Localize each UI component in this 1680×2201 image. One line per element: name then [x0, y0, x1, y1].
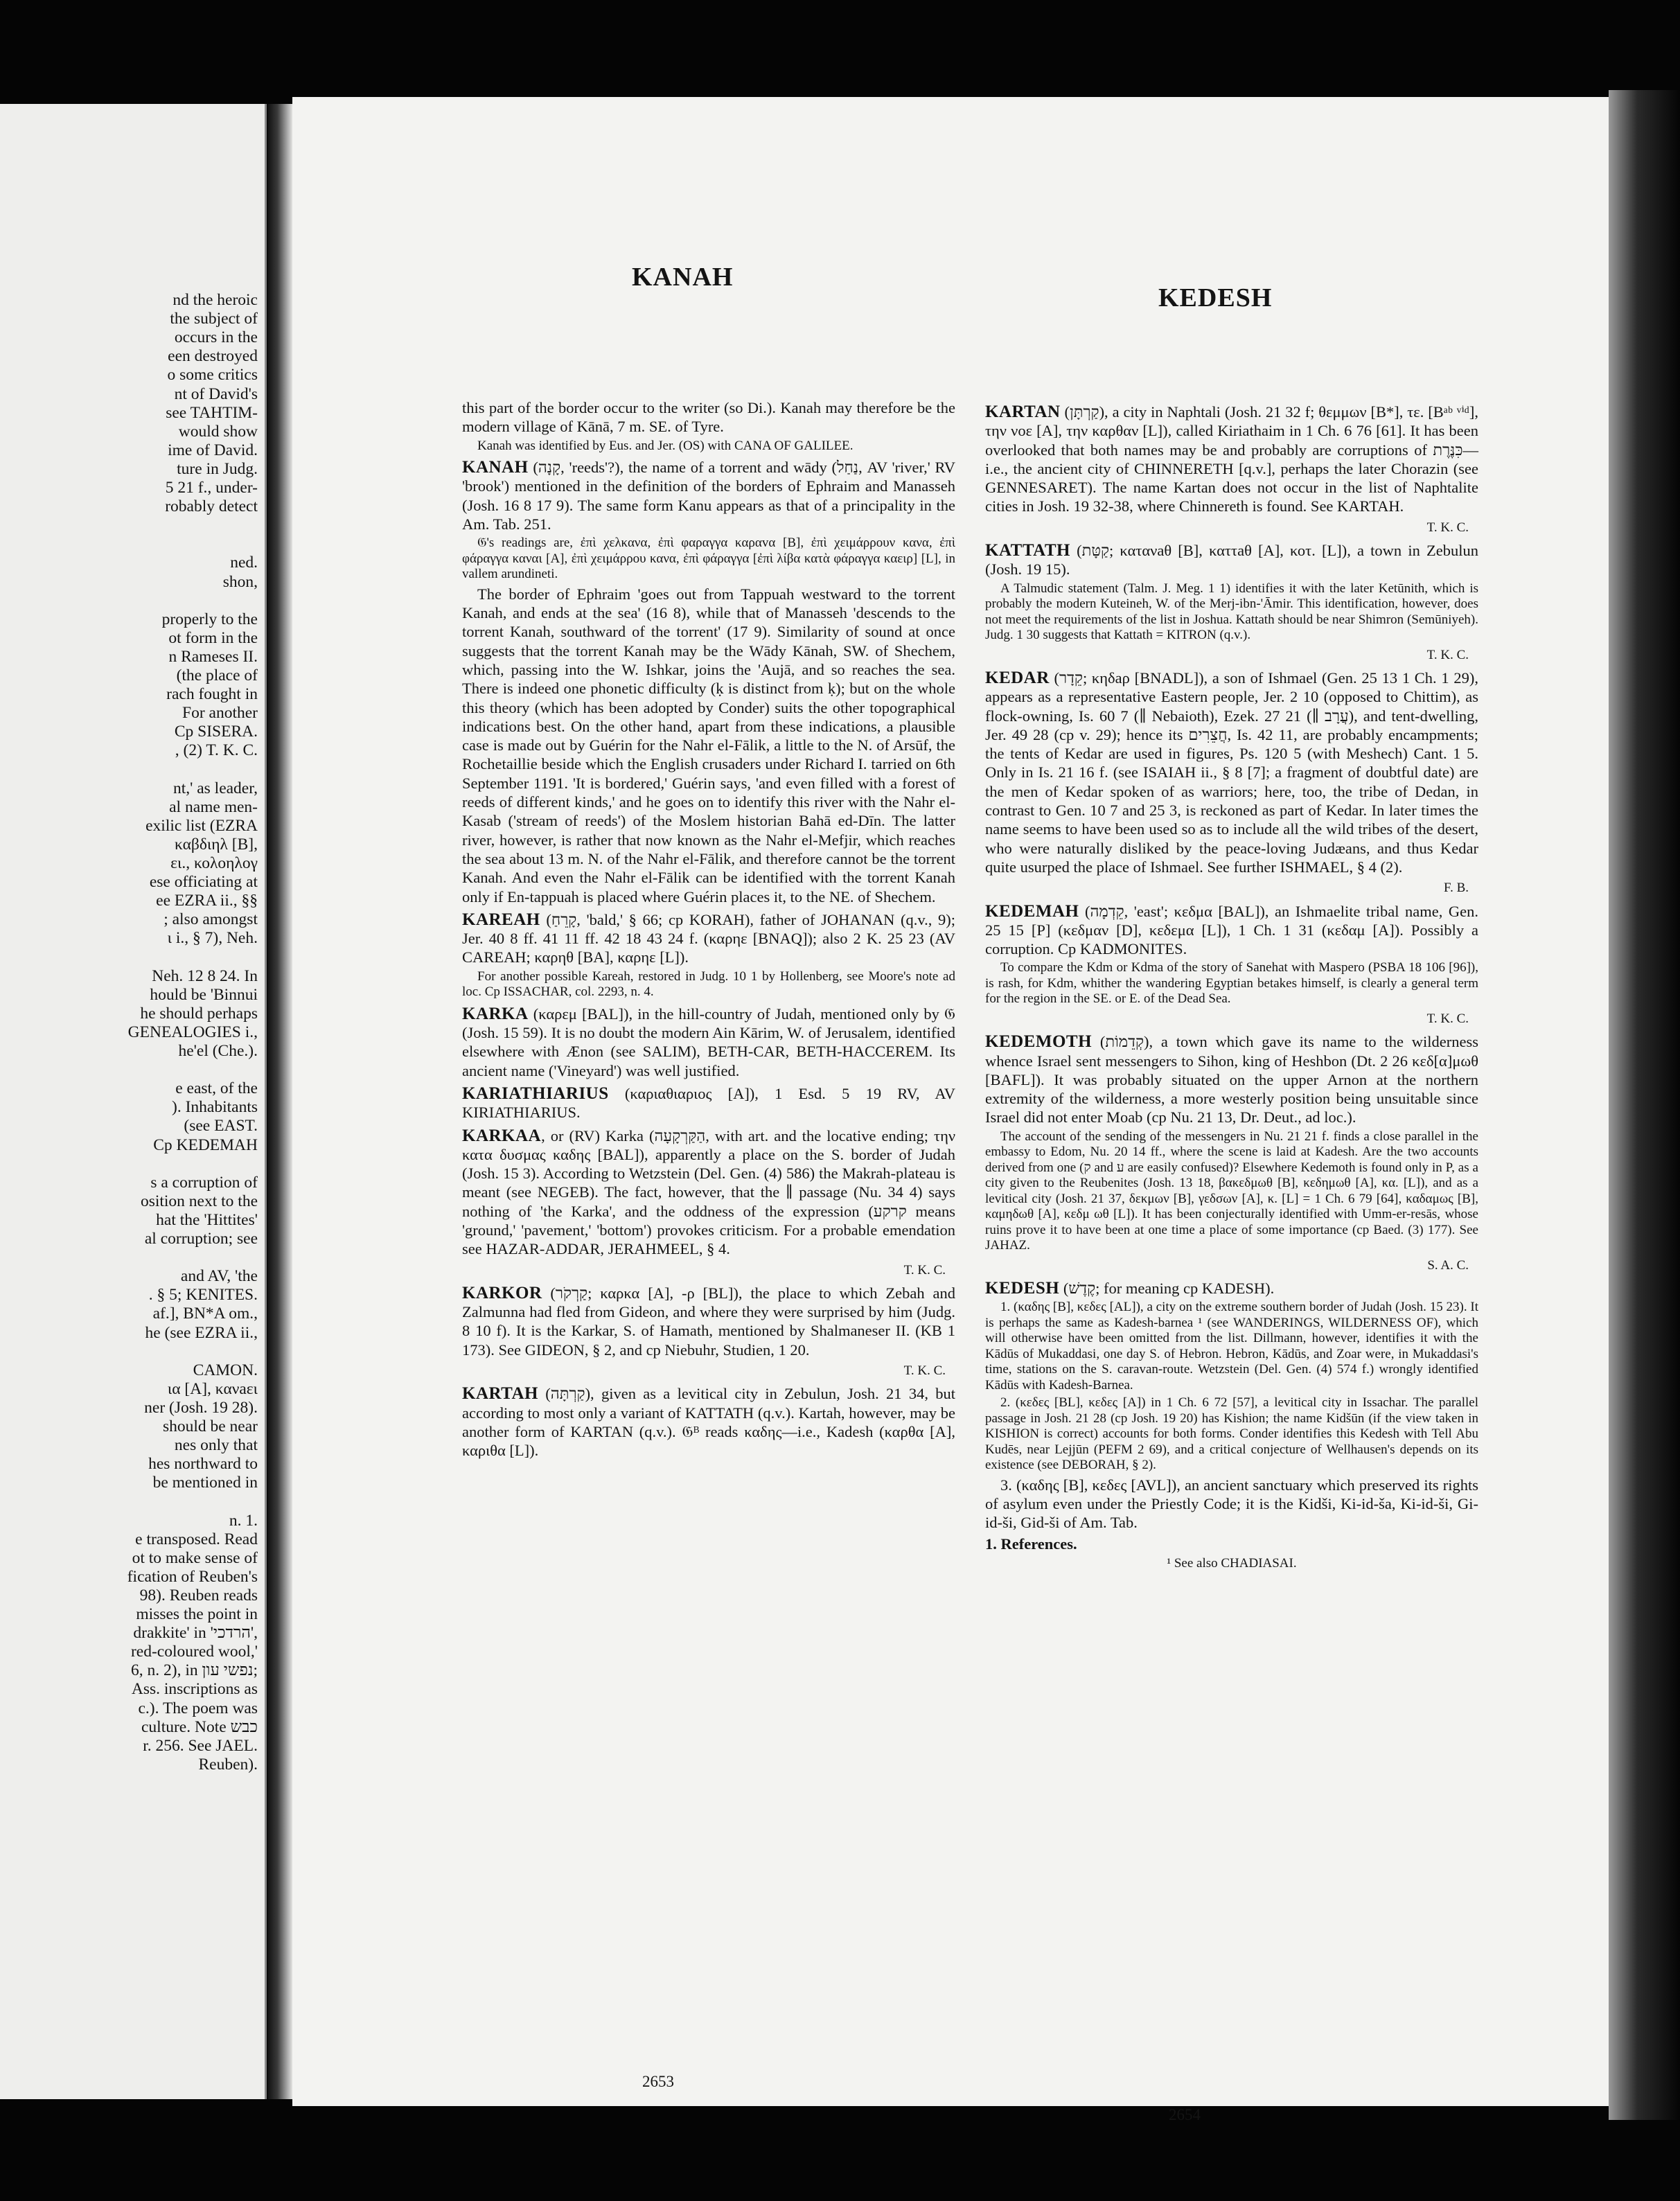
left-page-line: af.], BN*A om., — [152, 1305, 258, 1323]
entry-headword: KARKA — [462, 1004, 529, 1023]
left-page-line: would show — [178, 422, 258, 441]
left-page-line: (see EAST. — [184, 1117, 258, 1135]
paragraph: 3. (καδης [B], κεδες [AVL]), an ancient sanctuary which preserved its rights of asylum even under the Priestly Code; it is the Kidši, Ki-id-ša, Ki-id-ši, Gi-id-ši, Gid-ši of Am. Tab. — [985, 1476, 1478, 1532]
left-page-line: c.). The poem was — [138, 1699, 258, 1717]
left-page-line: Cp KEDEMAH — [153, 1135, 258, 1154]
entry-text: , or (RV) Karka (הַקַּרְקָעָה, with art. and the locative ending; την κατα δυσμας καδης [BAL]), apparently a place on the S. border of Judah (Josh. 15 3). According to Wetzstein (Del. Gen. (4) 586) the Makrah-plateau is meant (see NEGEB). The fact, however, that the ∥ passage (Nu. 34 4) says nothing of 'the Karka', and the oddness of the expression (קרקע means 'ground,' 'pavement,' 'bottom') provokes criticism. For a probable emendation see HAZAR-ADDAR, JERAHMEEL, § 4. — [462, 1126, 956, 1258]
left-page-line: 5 21 f., under- — [165, 479, 258, 497]
left-page-fragment — [0, 104, 267, 2099]
left-page-line: nt of David's — [174, 384, 258, 403]
left-page-line: occurs in the — [174, 328, 258, 347]
left-page-line: ner (Josh. 19 28). — [144, 1398, 258, 1417]
dictionary-entry — [462, 1284, 955, 1359]
dictionary-entry — [462, 910, 955, 967]
left-page-line: hes northward to — [148, 1455, 258, 1474]
entry-headword: KARTAH — [462, 1384, 538, 1404]
left-page-line: drakkite' in 'הרדכי', — [133, 1624, 258, 1643]
left-page-line: ot form in the — [168, 628, 258, 647]
entry-headword: KEDAR — [985, 668, 1050, 687]
entry-headword: KEDEMOTH — [985, 1032, 1093, 1052]
dictionary-entry — [985, 902, 1478, 959]
left-page-line: be mentioned in — [152, 1474, 258, 1492]
entry-headword: KARKOR — [462, 1283, 542, 1302]
entry-headword: KEDEMAH — [985, 901, 1079, 921]
left-page-line: he (see EZRA ii., — [145, 1323, 258, 1342]
left-page-line: ; also amongst — [163, 910, 258, 929]
entry-text: (קְדֵמוֹת), a town which gave its name to the wilderness whence Israel sent messengers to Sihon, king of Heshbon (Dt. 2 26 κεδ[α]μωθ [BAFL]). It was probably situated on the upper Arnon at the northern extremity of the wilderness, a more westerly position being unsuitable since Israel did not enter Moab (cp Nu. 21 13, Dr. Deut., ad loc.). — [985, 1033, 1478, 1126]
page-edge-shadow — [1609, 90, 1680, 2120]
small-print-note: 2. (κεδες [BL], κεδες [A]) in 1 Ch. 6 72 [57], a levitical city in Issachar. The parallel passage in Josh. 21 28 (cp Josh. 19 20) has Kishion; the name Kidšūn (if the view taken in KISHION is correct) accounts for both forms. Conder identifies this Kedesh with Tell Abu Kudēs, near Lejjūn (PEFM 2 69), and a critical conjecture of Wellhausen's depends on its existence (see DEBORAH, § 2). — [985, 1395, 1478, 1473]
left-page-line: hould be 'Binnui — [150, 985, 258, 1004]
author-initials: F. B. — [1444, 881, 1469, 896]
entry-text: (קֵדְמָה, 'east'; κεδμα [BAL]), an Ishmaelite tribal name, Gen. 25 15 [P] (κεδμαν [D], κεδεμα [L]), 1 Ch. 1 31 (κεδαμ [A]). Possibly a corruption. Cp KADMONITES. — [985, 902, 1478, 958]
left-page-line: ια [A], κανaει — [167, 1379, 258, 1398]
folio-right: 2654 — [1169, 2106, 1201, 2123]
paragraph: this part of the border occur to the writer (so Di.). Kanah may therefore be the modern village of Kānā, 7 m. SE. of Tyre. — [462, 399, 955, 436]
entry-headword: KAREAH — [462, 910, 540, 929]
author-initials: T. K. C. — [1426, 520, 1469, 535]
left-page-line: misses the point in — [136, 1605, 258, 1623]
left-page-line: and AV, 'the — [180, 1267, 258, 1286]
left-page-line: robably detect — [165, 497, 258, 516]
author-initials: S. A. C. — [1427, 1257, 1469, 1273]
entry-headword: KARKAA — [462, 1126, 542, 1145]
entry-text: (קָנָה, 'reeds'?), the name of a torrent and wādy (נַחַל, AV 'river,' RV 'brook') mentioned in the definition of the borders of Ephraim and Manasseh (Josh. 16 8 17 9). The same form Kanu appears as that of a principality in the Am. Tab. 251. — [462, 459, 955, 533]
left-page-line: red-coloured wool,' — [130, 1643, 258, 1661]
left-page-line: shon, — [222, 572, 258, 591]
left-page-line: CAMON. — [193, 1361, 258, 1379]
left-page-line: nt,' as leader, — [173, 779, 258, 797]
left-page-line: , (2) T. K. C. — [175, 741, 258, 760]
small-print-note: The account of the sending of the messengers in Nu. 21 21 f. finds a close parallel in the embassy to Edom, Nu. 20 14 ff., where the scene is laid at Kadesh. Are the two accounts derived from one (ק and ע are easily confused)? Elsewhere Kedemoth is found only in P, as a city given to the Reubenites (Josh. 13 18, βακεδμωθ [B], κεδημωθ [A], κα. [L]), and as a levitical city (Josh. 21 37, δεκμων [B], γεδσων [A], κ. [L] = 1 Ch. 6 79 [64], καδαμως [B], καμηδωθ [A], κεδμ ωθ [L]). It has been conjecturally identified with Umm-er-resās, whose ruins prove it to have been at one time a place of some importance (cp Baed. (3) 177). See JAHAZ. — [985, 1129, 1478, 1253]
right-page — [292, 97, 1609, 2123]
left-page-line: For another — [182, 704, 258, 723]
small-print-note: A Talmudic statement (Talm. J. Meg. 1 1) identifies it with the later Ketūnith, which is probably the modern Kuteineh, W. of the Merj-ibn-'Āmir. This identification, however, does not meet the requirements of the list in Joshua. Kattath should be near Shimron (Semūniyeh). Judg. 1 30 suggests that Kattath = KITRON (q.v.). — [985, 581, 1478, 643]
entry-headword: KARTAN — [985, 403, 1061, 421]
dictionary-entry — [462, 1005, 955, 1080]
left-page-line: properly to the — [161, 610, 258, 628]
small-print-note: Kanah was identified by Eus. and Jer. (OS) with CANA OF GALILEE. — [477, 438, 854, 453]
entry-text: (καρεμ [BAL]), in the hill-country of Judah, mentioned only by 𝔊 (Josh. 15 59). It is no doubt the modern Ain Kārim, W. of Jerusalem, identified elsewhere with Ænon (see SALIM), BETH-CAR, BETH-HACCEREM. Its ancient name ('Vineyard') was well justified. — [462, 1005, 955, 1079]
left-page-line: e transposed. Read — [135, 1530, 258, 1548]
column-left — [462, 398, 955, 1462]
dictionary-entry — [985, 669, 1478, 876]
left-page-line: exilic list (EZRA — [145, 816, 258, 835]
side-heading: 1. References. — [985, 1535, 1077, 1553]
paragraph: The border of Ephraim 'goes out from Tappuah westward to the torrent Kanah, and ends at the sea' (16 8), while that of Manasseh 'descends to the torrent Kanah, southward of the torrent' (17 9). Similarity of sound at once suggests that the torrent Kanah may be the Wādy Kānah, SW. of Shechem, which, passing into the W. Ishkar, joins the 'Aujā, and so reaches the sea. There is indeed one phonetic difficulty (ḳ is distinct from ḳ); but on the whole this theory (which has been adopted by Conder) suits the other topographical indications best. On the other hand, apart from these indications, a plausible case is made out by Guérin for the Nahr el-Fālik, a little to the N. of Arsūf, the Rochetaillie beside which the English crusaders under Richard I. tarried on 6th September 1191. 'It is bordered,' Guérin says, 'and even filled with a forest of reeds of different kinds,' and he goes on to identify this river with the Nahr el-Kasab ('stream of reeds') of the Moslem historian Bahā ed-Dīn. The latter river, however, is rather that now known as the Nahr el-Mefjir, which reaches the sea about 13 m. N. of the Nahr el-Fālik, and therefore cannot be the torrent Kanah. And even the Nahr el-Fālik can be identified with the torrent Kanah only if En-tappuah is placed where Guérin places it, to the NE. of Shechem. — [462, 585, 955, 905]
left-page-line: (the place of — [176, 666, 258, 684]
dictionary-entry — [462, 1084, 955, 1122]
left-page-line: Cp SISERA. — [174, 723, 258, 741]
dictionary-entry — [985, 403, 1478, 516]
left-page-line: s a corruption of — [150, 1173, 258, 1192]
author-initials: T. K. C. — [903, 1262, 946, 1278]
dictionary-entry — [462, 1384, 955, 1460]
left-page-line: 98). Reuben reads — [139, 1586, 258, 1605]
entry-headword: KATTATH — [985, 541, 1070, 560]
left-page-line: Neh. 12 8 24. In — [152, 966, 258, 985]
dictionary-entry — [462, 1126, 955, 1259]
left-page-line: een destroyed — [168, 347, 258, 366]
left-page-line: r. 256. See JAEL. — [143, 1736, 258, 1755]
author-initials: T. K. C. — [1426, 647, 1469, 662]
dictionary-entry — [462, 458, 955, 533]
left-page-line: the subject of — [170, 310, 258, 328]
entry-text: (קַרְקֹר; καρκα [A], -ρ [BL]), the place to which Zebah and Zalmunna had fled from Gideon, and where they were surprised by him (Judg. 8 10 f). It is the Karkar, S. of Hamath, mentioned by Shalmaneser II. (KB 1 173). See GIDEON, § 2, and cp Niebuhr, Studien, 1 20. — [462, 1284, 955, 1359]
left-page-line: ). Inhabitants — [172, 1098, 258, 1117]
left-page-line: al corruption; see — [144, 1230, 258, 1248]
entry-headword: KEDESH — [985, 1279, 1060, 1298]
dictionary-entry — [985, 541, 1478, 579]
left-page-line: nes only that — [174, 1436, 258, 1455]
folio-left: 2653 — [642, 2073, 674, 2090]
entry-headword: KARIATHIARIUS — [462, 1084, 609, 1103]
small-print-note: For another possible Kareah, restored in Judg. 10 1 by Hollenberg, see Moore's note ad loc. Cp ISSACHAR, col. 2293, n. 4. — [462, 969, 955, 1000]
entry-text: (καριαθιαριος [A]), 1 Esd. 5 19 RV, AV KIRIATHIARIUS. — [462, 1084, 955, 1122]
left-page-line: o some critics — [167, 366, 258, 384]
running-head-left: KANAH — [632, 263, 734, 292]
running-head-right: KEDESH — [1158, 283, 1273, 312]
left-page-line: hat the 'Hittites' — [156, 1210, 258, 1229]
column-right — [985, 398, 1478, 1573]
left-page-line: καβδιηλ [B], — [174, 835, 258, 854]
small-print-note: 𝔊's readings are, ἐπὶ χελκανα, ἐπὶ φαραγγα καραvα [B], ἐπὶ χειμάρρουν κανα, ἐπὶ φάραγγα καναι [A], ἐπὶ χειμάρρου κανα, ἐπὶ φάραγγα [ἐπὶ λίβα κατὰ φάραγγα καειρ] [L], in vallem arundineti. — [462, 536, 955, 582]
left-page-line: al name men- — [169, 797, 258, 816]
entry-text: (קַטָּת; κατανaθ [B], καττaθ [A], κοτ. [L]), a town in Zebulun (Josh. 19 15). — [985, 542, 1478, 578]
entry-text: (קֵדָר; κηδaρ [BNADL]), a son of Ishmael (Gen. 25 13 1 Ch. 1 29), appears as a representative Eastern people, Jer. 2 10 (opposed to Chittim), as flock-owning, Is. 60 7 (∥ Nebaioth), Ezek. 27 21 (∥ עֲרָב), and tent-dwelling, Jer. 49 28 (cp v. 29); hence its חֲצֵרִים, Is. 42 11, are probably encampments; the tents of Kedar are used in figures, Ps. 120 5 (with Meshech) Cant. 1 5. Only in Is. 21 16 f. (see ISAIAH ii., § 8 [7]; a fragment of doubtful date) are the men of Kedar spoken of as warriors; here, too, the tribe of Dedan, in contrast to Gen. 10 7 and 25 3, is reckoned as part of Kedar. In later times the name seems to have been used so as to include all the wild tribes of the desert, who were naturally disliked by the peace-loving Judæans, and thus Kedar quite usurped the place of Ishmael. See further ISHMAEL, § 4 (2). — [985, 669, 1478, 876]
left-page-line: GENEALOGIES i., — [127, 1023, 258, 1041]
left-page-line: 6, n. 2), in נפשי עון; — [131, 1661, 258, 1680]
left-page-line: ot to make sense of — [132, 1548, 258, 1567]
left-page-line: culture. Note כבש — [141, 1717, 258, 1736]
left-page-line: rach fought in — [166, 685, 258, 704]
left-page-line: n Rameses II. — [168, 647, 258, 666]
left-page-line: should be near — [162, 1417, 258, 1435]
left-page-line: e east, of the — [175, 1079, 258, 1098]
entry-text: (קַרְתָּן), a city in Naphtali (Josh. 21 32 f; θεμμων [B*], τε. [Bᵃᵇ ᵛⁱᵈ], την νοε [A], την καρθαν [L]), called Kiriathaim in 1 Ch. 6 76 [61]. It has been overlooked that both names may be and probably are corruptions of כִּנֶּרֶת—i.e., the ancient city of CHINNERETH [q.v.], perhaps the later Chorazin (see GENNESARET). The name Kartan does not occur in the list of Naphtalite cities in Josh. 19 32-38, where Chinnereth is found. See KARTAH. — [985, 403, 1478, 515]
left-page-line: ture in Judg. — [177, 459, 258, 478]
author-initials: T. K. C. — [1426, 1011, 1469, 1026]
left-page-line: Reuben). — [198, 1755, 258, 1774]
left-page-line: see TAHTIM- — [166, 403, 258, 422]
entry-text: (קֶדֶשׁ; for meaning cp KADESH). — [1059, 1280, 1275, 1297]
left-page-line: ned. — [230, 554, 258, 572]
left-page-line: . § 5; KENITES. — [148, 1286, 258, 1305]
author-initials: T. K. C. — [903, 1363, 946, 1379]
left-page-line: he'el (Che.). — [178, 1042, 258, 1060]
left-page-line: nd the heroic — [173, 291, 258, 309]
left-page-line: fication of Reuben's — [127, 1567, 258, 1586]
small-print-note: To compare the Kdm or Kdma of the story of Sanehat with Maspero (PSBA 18 106 [96]), is rash, for Kdm, whither the wandering Egyptian betakes himself, is clearly a general term for the region in the SE. or E. of the Dead Sea. — [985, 960, 1478, 1007]
left-page-line: ee EZRA ii., §§ — [156, 892, 258, 910]
book-gutter — [267, 104, 292, 2099]
left-page-line: ι i., § 7), Neh. — [167, 929, 258, 948]
dictionary-entry — [985, 1032, 1478, 1126]
left-page-line: ese officiating at — [149, 873, 258, 892]
left-page-line: osition next to the — [140, 1192, 258, 1210]
entry-text: (קַרְתָּה), given as a levitical city in Zebulun, Josh. 21 34, but according to most only a variant of KATTATH (q.v.). Kartah, however, may be another form of KARTAN (q.v.). 𝔊ᴮ reads καδης—i.e., Kadesh (καρθα [A], καριθα [L]). — [462, 1385, 955, 1460]
entry-headword: KANAH — [462, 458, 529, 477]
footnote: ¹ See also CHADIASAI. — [1167, 1555, 1297, 1571]
left-page-line: ime of David. — [168, 441, 258, 459]
entry-text: (קָרֵחַ, 'bald,' § 66; cp KORAH), father of JOHANAN (q.v., 9); Jer. 40 8 ff. 41 11 ff. 42 18 43 24 f. (καρηε [BNAQ]); also 2 K. 25 23 (AV CAREAH; καρηθ [BA], καρηε [L]). — [462, 910, 955, 966]
left-page-line: n. 1. — [229, 1511, 258, 1530]
left-page-line: Ass. inscriptions as — [131, 1680, 258, 1699]
left-page-line: ει., κολοηλογ — [170, 854, 258, 872]
small-print-note: 1. (καδης [B], κεδες [AL]), a city on the extreme southern border of Judah (Josh. 15 23). It is perhaps the same as Kadesh-barnea ¹ (see WANDERINGS, WILDERNESS OF), which will otherwise have been omitted from the list. Dillmann, however, identifies it with the Kādūs of Mukaddasi, one day S. of Hebron. Hebron, Kādūs, and Zoar were, in Mukaddasi's time, stations on the S. caravan-route. Wetzstein (Del. Gen. (4) 574 f.) wrongly identified Kādūs with Kadesh-Barnea. — [985, 1300, 1478, 1393]
left-page-line: he should perhaps — [140, 1004, 258, 1023]
dictionary-entry — [985, 1279, 1478, 1298]
